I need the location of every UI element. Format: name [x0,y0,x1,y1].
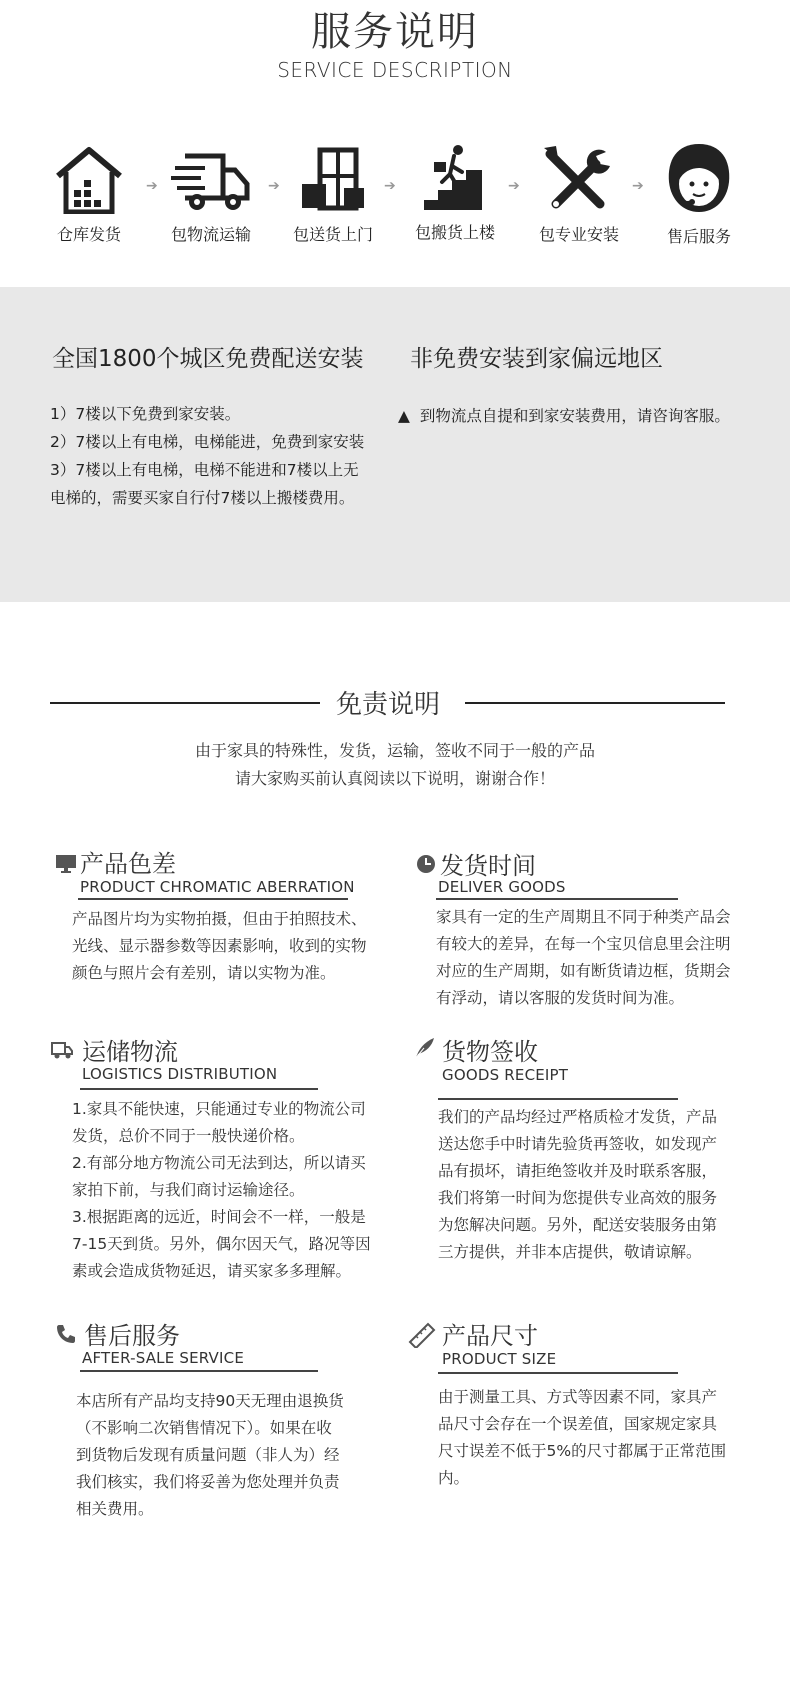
section-rule [80,1370,318,1372]
section-body-size [438,1384,726,1492]
section-body-chromatic [72,906,367,987]
body-line: 家拍下前，与我们商讨运输途径。 [72,1181,305,1199]
section-rule [80,1088,318,1090]
step-label: 仓库发货 [56,225,121,244]
body-line: 2.有部分地方物流公司无法到达，所以请买 [72,1154,366,1172]
triangle-marker-icon: ▲ [398,407,410,425]
free-rule-line: 1）7楼以下免费到家安装。 [50,405,241,423]
paid-delivery-heading: 非免费安装到家偏远地区 [410,346,663,372]
body-line: （不影响二次销售情况下）。如果在收 [76,1419,332,1437]
section-subtitle-chromatic: PRODUCT CHROMATIC ABERRATION [80,878,355,896]
step-label: 包搬货上楼 [414,223,495,242]
body-line: 1.家具不能快速，只能通过专业的物流公司 [72,1100,366,1118]
tools-icon [542,144,616,214]
body-line: 由于测量工具、方式等因素不同，家具产 [438,1388,718,1406]
section-body-logistics [72,1096,371,1285]
section-title-size: 产品尺寸 [442,1322,538,1350]
body-line: 品尺寸会存在一个误差值，国家规定家具 [438,1415,718,1433]
section-title-aftersale: 售后服务 [84,1322,180,1350]
step-arrow-icon: ➔ [268,178,280,194]
free-rule-line: 3）7楼以上有电梯，电梯不能进和7楼以上无 [50,461,359,479]
clock-icon [414,852,438,880]
section-title-logistics: 运储物流 [82,1038,178,1066]
page-subtitle: SERVICE DESCRIPTION [277,58,513,82]
door-delivery-icon [298,146,368,214]
section-title-chromatic: 产品色差 [80,850,176,878]
step-arrow-icon: ➔ [508,178,520,194]
step-aftersale [634,140,764,247]
step-label: 包物流运输 [170,225,251,244]
phone-icon [54,1322,78,1350]
body-line: 我们的产品均经过严格质检才发货，产品 [438,1108,718,1126]
disclaimer-intro-line: 请大家购买前认真阅读以下说明，谢谢合作！ [234,769,555,788]
section-subtitle-receipt: GOODS RECEIPT [442,1066,569,1084]
warehouse-icon [54,146,124,214]
body-line: 我们核实，我们将妥善为您处理并负责 [76,1473,340,1491]
body-line: 颜色与照片会有差别，请以实物为准。 [72,964,336,982]
section-title-delivery: 发货时间 [440,852,536,880]
section-body-delivery [436,904,731,1012]
body-line: 7-15天到货。另外，偶尔因天气，路况等因 [72,1235,371,1253]
step-upstairs [390,144,520,243]
body-line: 对应的生产周期，如有断货请边框，货期会 [436,962,731,980]
step-label: 售后服务 [666,227,731,246]
section-body-receipt [438,1104,717,1266]
body-line: 尺寸误差不低于5%的尺寸都属于正常范围 [438,1442,727,1460]
ruler-icon [408,1320,436,1352]
section-rule [438,1372,678,1374]
body-line: 产品图片均为实物拍摄，但由于拍照技术、 [72,910,367,928]
step-door-delivery [268,146,398,245]
body-line: 我们将第一时间为您提供专业高效的服务 [438,1189,718,1207]
step-warehouse [24,146,154,245]
truck-small-icon [50,1038,74,1066]
step-installation [514,144,644,245]
free-delivery-heading: 全国1800个城区免费配送安装 [52,346,364,372]
customer-service-icon [663,140,735,216]
body-line: 有浮动，请以客服的发货时间为准。 [436,989,685,1007]
section-body-aftersale [76,1388,344,1523]
section-subtitle-delivery: DELIVER GOODS [438,878,566,896]
disclaimer-intro-line: 由于家具的特殊性，发货，运输，签收不同于一般的产品 [194,741,595,760]
section-rule [78,898,348,900]
paid-delivery-rule [398,402,730,430]
body-line: 有较大的差异，在每一个宝贝信息里会注明 [436,935,731,953]
step-transport [146,146,276,245]
body-line: 内。 [438,1469,470,1487]
section-rule [436,898,678,900]
section-title-receipt: 货物签收 [442,1038,538,1066]
section-subtitle-aftersale: AFTER-SALE SERVICE [82,1349,244,1367]
page-title: 服务说明 [311,9,479,55]
stairs-carry-icon [420,144,490,212]
body-line: 为您解决问题。另外，配送安装服务由第 [438,1216,718,1234]
body-line: 到货物后发现有质量问题（非人为）经 [76,1446,340,1464]
free-rule-line: 电梯的，需要买家自行付7楼以上搬楼费用。 [50,489,355,507]
disclaimer-title: 免责说明 [336,690,441,720]
body-line: 相关费用。 [76,1500,154,1518]
free-delivery-rules [50,400,364,512]
section-subtitle-size: PRODUCT SIZE [442,1350,557,1368]
divider-left [50,702,320,704]
body-line: 三方提供，并非本店提供，敬请谅解。 [438,1243,702,1261]
truck-icon [171,146,251,214]
step-arrow-icon: ➔ [384,178,396,194]
body-line: 素或会造成货物延迟，请买家多多理解。 [72,1262,352,1280]
step-arrow-icon: ➔ [632,178,644,194]
body-line: 家具有一定的生产周期且不同于种类产品会 [436,908,731,926]
section-subtitle-logistics: LOGISTICS DISTRIBUTION [82,1065,278,1083]
paid-rule-text: 到物流点自提和到家安装费用，请咨询客服。 [419,407,730,425]
body-line: 发货，总价不同于一般快递价格。 [72,1127,305,1145]
body-line: 品有损坏，请拒绝签收并及时联系客服， [438,1162,718,1180]
body-line: 3.根据距离的远近，时间会不一样，一般是 [72,1208,366,1226]
step-label: 包送货上门 [292,225,373,244]
body-line: 送达您手中时请先验货再签收，如发现产 [438,1135,718,1153]
section-rule [438,1098,678,1100]
body-line: 光线、显示器参数等因素影响，收到的实物 [72,937,367,955]
body-line: 本店所有产品均支持90天无理由退换货 [76,1392,344,1410]
divider-right [465,702,725,704]
step-arrow-icon: ➔ [146,178,158,194]
step-label: 包专业安装 [538,225,619,244]
monitor-icon [54,852,78,880]
free-rule-line: 2）7楼以上有电梯，电梯能进，免费到家安装 [50,433,365,451]
feather-pen-icon [412,1036,436,1064]
